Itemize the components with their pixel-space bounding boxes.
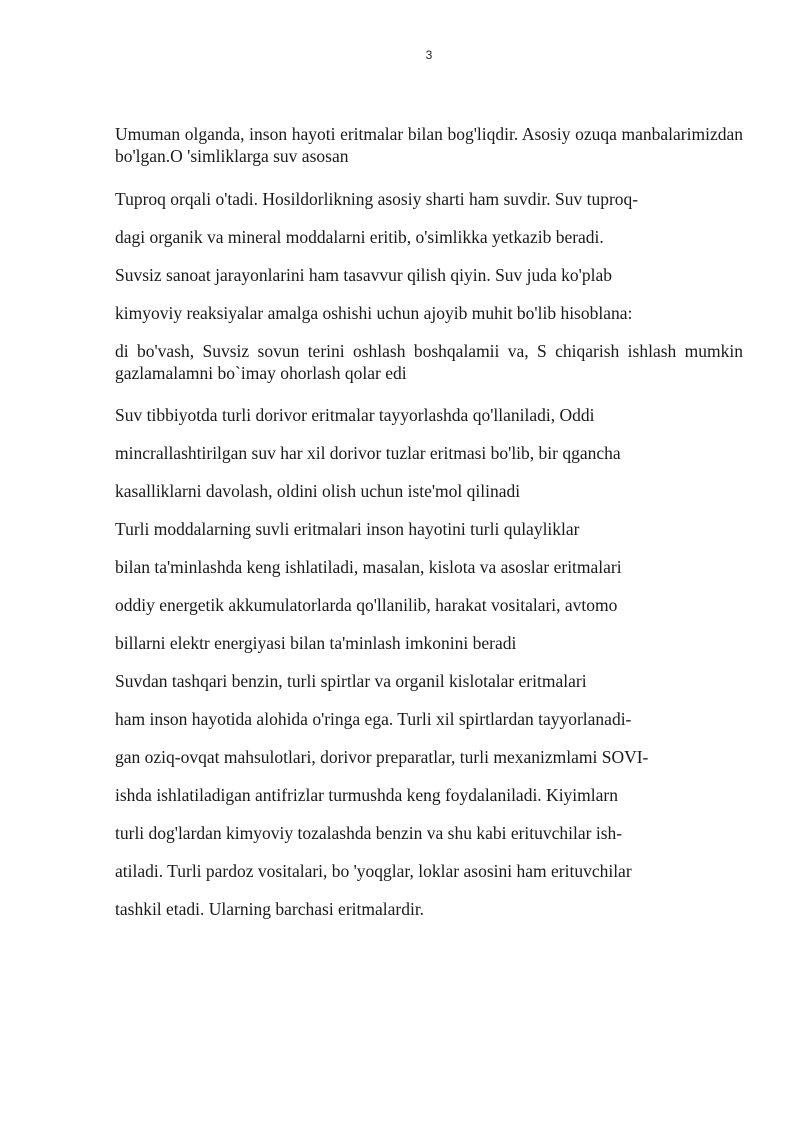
paragraph-text: bilan ta'minlashda keng ishlatiladi, masalan, kislota va asoslar eritmalari — [115, 557, 622, 577]
paragraph — [115, 860, 743, 882]
paragraph — [115, 898, 743, 920]
paragraph-text: Tuproq orqali o'tadi. Hosildorlikning asosiy sharti ham suvdir. Suv tuproq- — [115, 189, 639, 209]
paragraph — [115, 123, 743, 167]
paragraph-text: oddiy energetik akkumulatorlarda qo'llanilib, harakat vositalari, avtomo — [115, 595, 618, 615]
paragraph — [115, 518, 743, 540]
paragraph — [115, 442, 743, 464]
paragraph — [115, 302, 743, 324]
paragraph-text: Suvsiz sanoat jarayonlarini ham tasavvur qilish qiyin. Suv juda ko'plab — [115, 265, 612, 285]
paragraph-text: kasalliklarni davolash, oldini olish uchun iste'mol qilinadi — [115, 481, 521, 501]
paragraph — [115, 632, 743, 654]
paragraph-text: ishda ishlatiladigan antifrizlar turmushda keng foydalaniladi. Kiyimlarn — [115, 785, 618, 805]
paragraph — [115, 404, 743, 426]
paragraph-text: billarni elektr energiyasi bilan ta'minlash imkonini beradi — [115, 633, 517, 653]
paragraph-text: atiladi. Turli pardoz vositalari, bo 'yoqglar, loklar asosini ham erituvchilar — [115, 861, 632, 881]
paragraph — [115, 746, 743, 768]
paragraph-text: di bo'vash, Suvsiz sovun terini oshlash boshqalamii va, S chiqarish ishlash mumkin gazlamalamni bo`imay ohorlash qolar edi — [115, 341, 743, 383]
paragraph-text: ham inson hayotida alohida o'ringa ega. Turli xil spirtlardan tayyorlanadi- — [115, 709, 632, 729]
paragraph-text: Umuman olganda, inson hayoti eritmalar bilan bog'liqdir. Asosiy ozuqa manbalarimizdan bo'lgan.O 'simliklarga suv asosan — [115, 124, 743, 166]
paragraph — [115, 822, 743, 844]
paragraph-text: Suv tibbiyotda turli dorivor eritmalar tayyorlashda qo'llaniladi, Oddi — [115, 405, 595, 425]
paragraph — [115, 670, 743, 692]
paragraph-text: dagi organik va mineral moddalarni eritib, o'simlikka yetkazib beradi. — [115, 227, 604, 247]
paragraph-text: kimyoviy reaksiyalar amalga oshishi uchun ajoyib muhit bo'lib hisoblana: — [115, 303, 633, 323]
paragraph — [115, 594, 743, 616]
paragraph-text: Suvdan tashqari benzin, turli spirtlar va organil kislotalar eritmalari — [115, 671, 587, 691]
paragraph-text: mincrallashtirilgan suv har xil dorivor tuzlar eritmasi bo'lib, bir qgancha — [115, 443, 621, 463]
paragraph-text: Turli moddalarning suvli eritmalari inson hayotini turli qulayliklar — [115, 519, 580, 539]
paragraph — [115, 784, 743, 806]
paragraph — [115, 264, 743, 286]
paragraph-text: gan oziq-ovqat mahsulotlari, dorivor preparatlar, turli mexanizmlami SOVI- — [115, 747, 649, 767]
paragraph — [115, 226, 743, 248]
paragraph-text: tashkil etadi. Ularning barchasi eritmalardir. — [115, 899, 425, 919]
page-number: 3 — [425, 48, 433, 62]
paragraph — [115, 556, 743, 578]
paragraph — [115, 188, 743, 210]
paragraph — [115, 480, 743, 502]
paragraph-text: turli dog'lardan kimyoviy tozalashda benzin va shu kabi erituvchilar ish- — [115, 823, 623, 843]
paragraph — [115, 708, 743, 730]
paragraph — [115, 340, 743, 384]
